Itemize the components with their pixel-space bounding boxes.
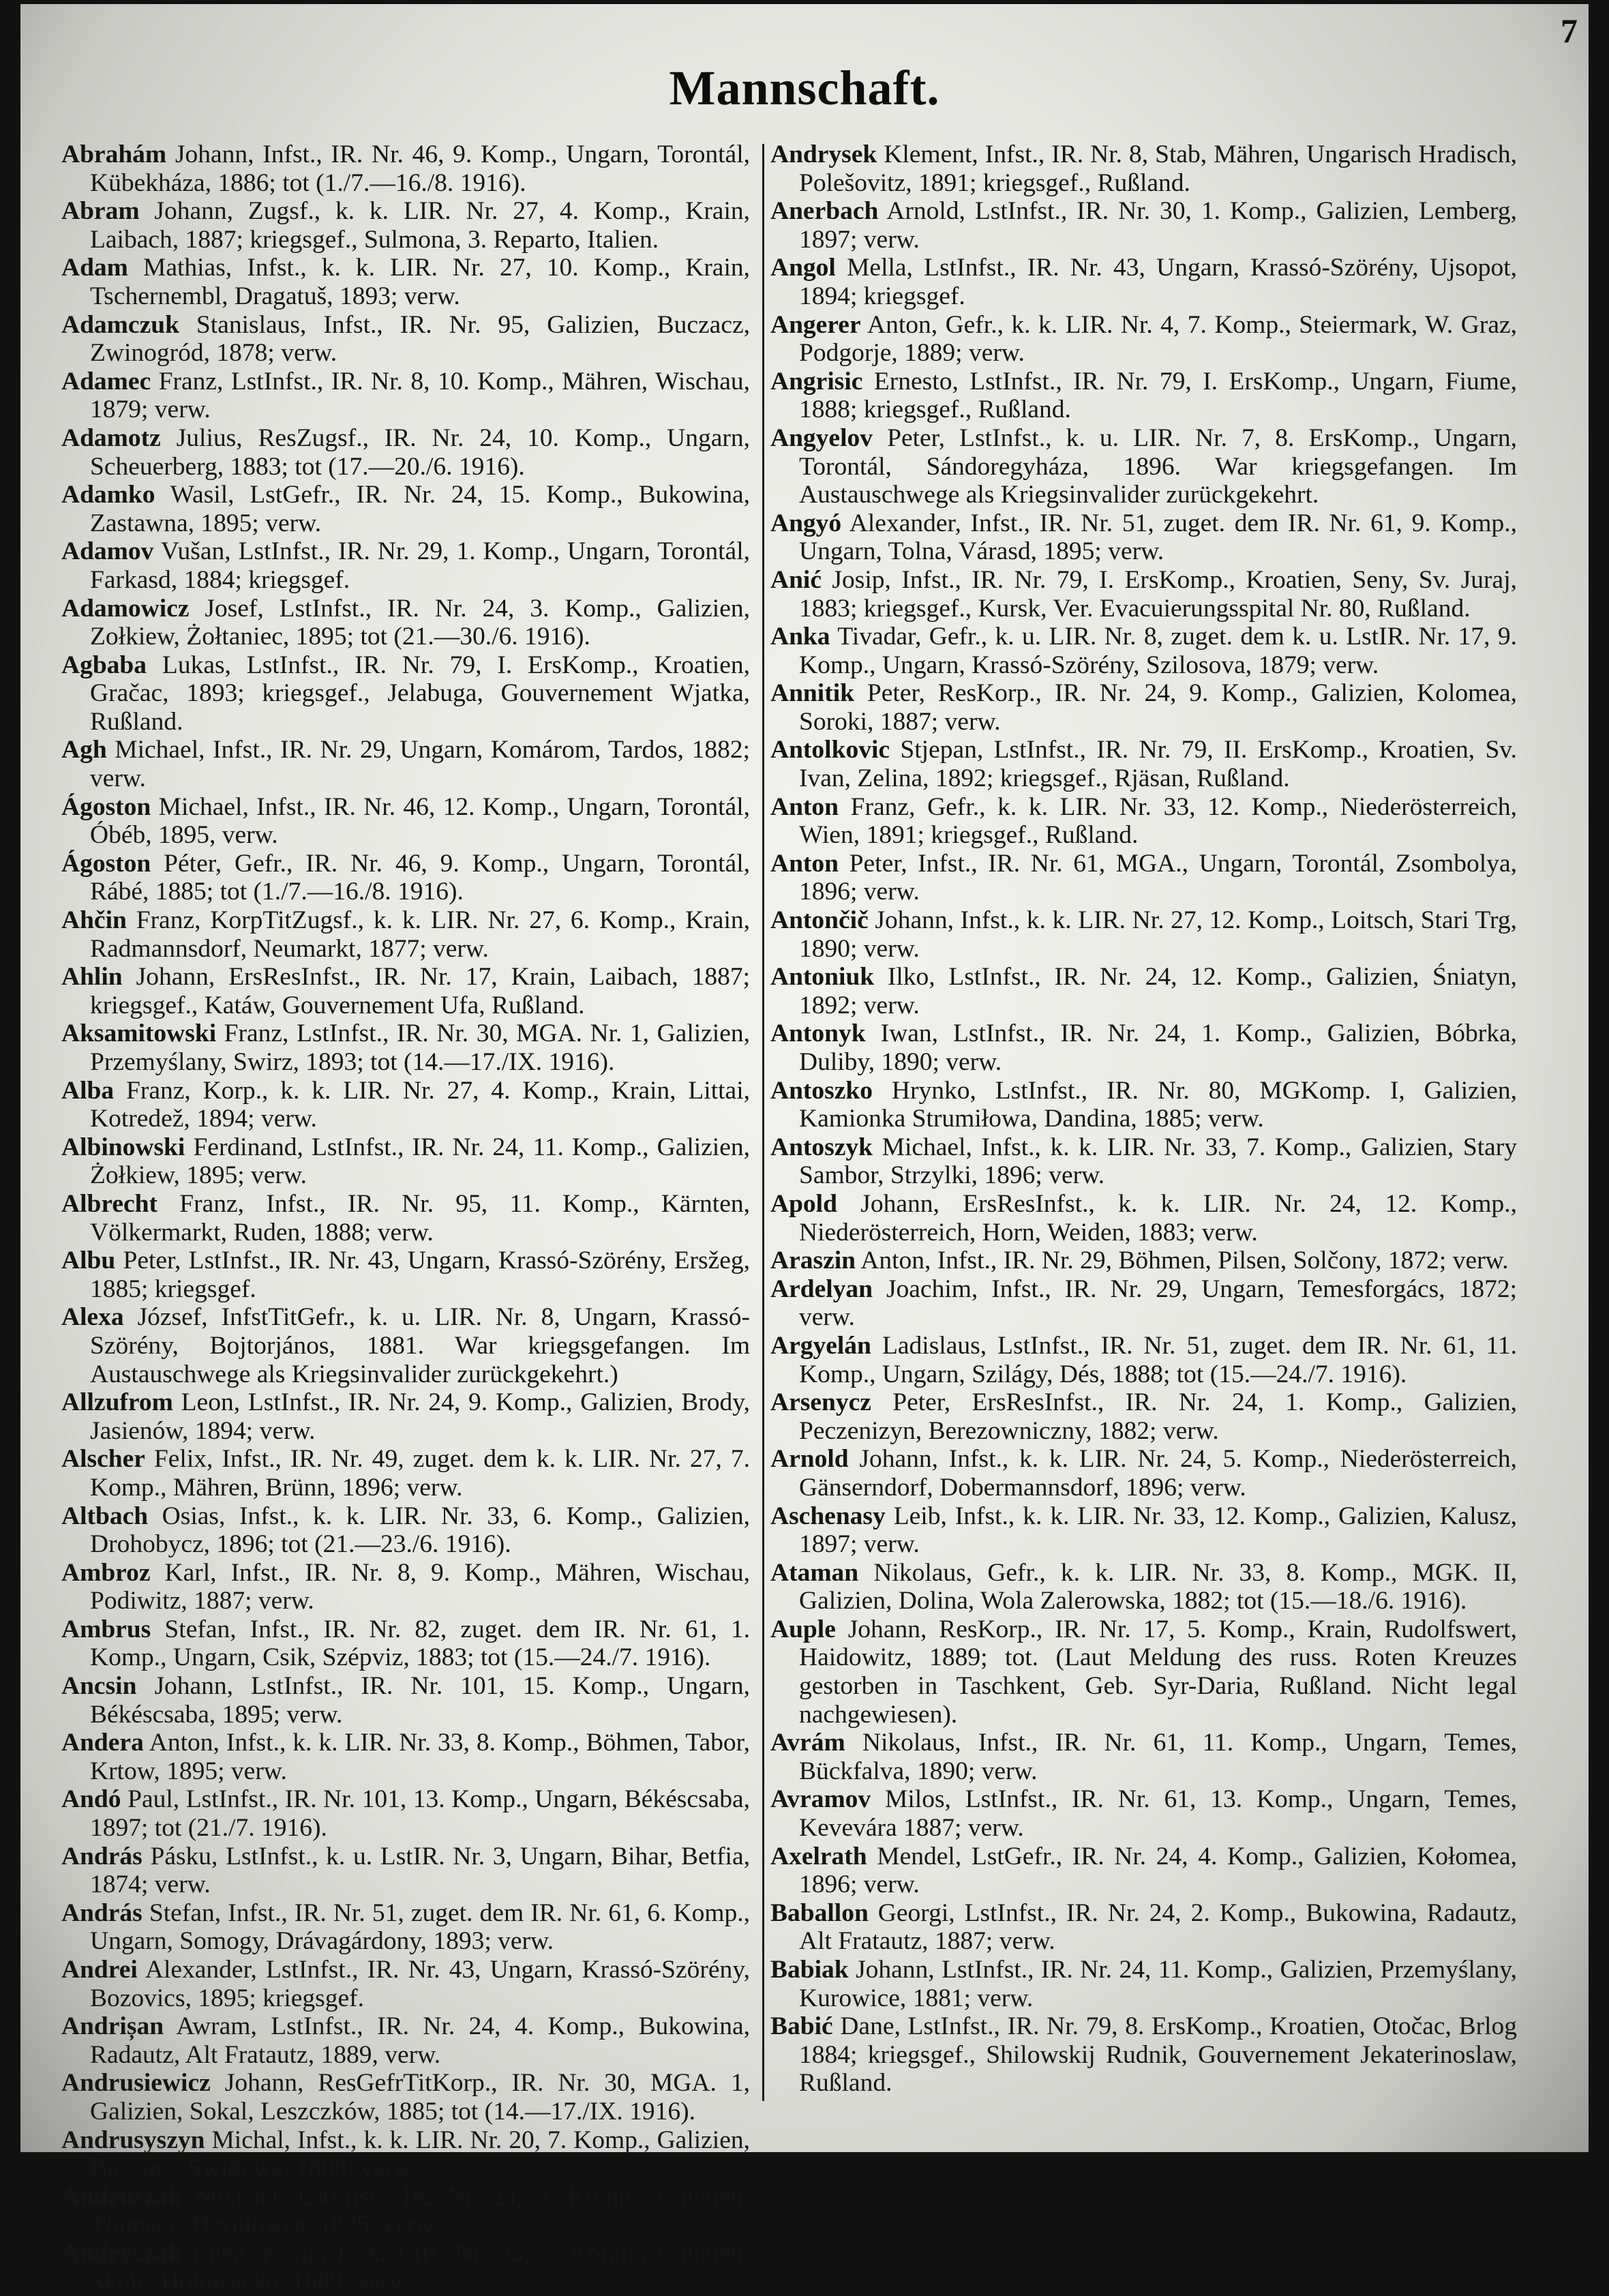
register-entry: [770, 1729, 1517, 1785]
register-entry: [61, 1615, 750, 1672]
entry-details: Michal, Infst., k. k. LIR. Nr. 20, 7. Komp., Galizien, Buczurz, Świdowa, 1888; verw.: [90, 2126, 750, 2183]
register-entry: [61, 368, 750, 424]
register-entry: [770, 850, 1517, 906]
entry-details: Anton, Infst., k. k. LIR. Nr. 33, 8. Komp., Böhmen, Tabor, Krtow, 1895; verw.: [90, 1729, 750, 1785]
register-entry: [770, 140, 1517, 197]
register-entry: [61, 1190, 750, 1247]
entry-surname: Arsenycz: [770, 1388, 871, 1417]
entry-details: Alexander, LstInfst., IR. Nr. 43, Ungarn, Krassó-Szörény, Bozovics, 1895; kriegsgef.: [90, 1956, 750, 2012]
entry-surname: Andruszak: [61, 2182, 183, 2211]
register-entry: [61, 254, 750, 310]
entry-details: Klement, Infst., IR. Nr. 8, Stab, Mähren, Ungarisch Hradisch, Polešovitz, 1891; kriegsgef., Rußland.: [799, 140, 1517, 197]
document-page: [20, 4, 1589, 2296]
entry-surname: Avrám: [770, 1729, 845, 1757]
register-entry: [61, 140, 750, 197]
register-entry: [770, 679, 1517, 736]
entry-surname: Andera: [61, 1729, 144, 1757]
register-entry: [770, 1956, 1517, 2012]
entry-details: Arnold, LstInfst., IR. Nr. 30, 1. Komp., Galizien, Lemberg, 1897; verw.: [799, 197, 1517, 254]
entry-surname: Adamov: [61, 537, 154, 566]
left-column: [61, 140, 750, 2296]
register-entry: [61, 963, 750, 1019]
entry-surname: Adamko: [61, 481, 155, 509]
entry-surname: Aschenasy: [770, 1502, 886, 1530]
entry-details: Michael, Infst., IR. Nr. 29, Ungarn, Komárom, Tardos, 1882; verw.: [90, 736, 750, 793]
entry-surname: Adam: [61, 254, 128, 282]
entry-details: Georgi, LstInfst., IR. Nr. 24, 2. Komp., Bukowina, Radautz, Alt Fratautz, 1887; verw.: [799, 1898, 1517, 1956]
entry-details: Milos, LstInfst., IR. Nr. 61, 13. Komp., Ungarn, Temes, Kevevára 1887; verw.: [799, 1785, 1517, 1843]
entry-surname: Andrei: [61, 1956, 138, 1984]
entry-surname: Arnold: [770, 1445, 849, 1474]
entry-surname: Ahčin: [61, 906, 127, 935]
entry-details: Karl, Infst., IR. Nr. 8, 9. Komp., Mähren, Wischau, Podiwitz, 1887; verw.: [90, 1558, 750, 1615]
entry-details: Nikolaus, Infst., IR. Nr. 61, 11. Komp., Ungarn, Temes, Bückfalva, 1890; verw.: [799, 1729, 1517, 1785]
register-entry: [770, 736, 1517, 792]
entry-surname: Ancsin: [61, 1672, 137, 1701]
entry-surname: Antoszyk: [770, 1133, 873, 1161]
entry-surname: Angrisic: [770, 367, 863, 396]
entry-details: Wasil, LstGefr., IR. Nr. 24, 15. Komp., Bukowina, Zastawna, 1895; verw.: [90, 481, 750, 537]
entry-surname: Ambrus: [61, 1615, 151, 1643]
entry-details: József, InfstTitGefr., k. u. LIR. Nr. 8, Ungarn, Krassó-Szörény, Bojtorjános, 1881. War kriegsgefangen. Im Austauschwege als Kriegsinvalider zurückgekehrt.): [90, 1303, 750, 1388]
entry-surname: Antončič: [770, 906, 869, 935]
entry-surname: Baballon: [770, 1898, 869, 1927]
register-entry: [61, 1843, 750, 1899]
register-entry: [61, 595, 750, 651]
register-entry: [770, 1843, 1517, 1899]
register-entry: [770, 1133, 1517, 1190]
register-entry: [770, 1899, 1517, 1956]
register-entry: [61, 1729, 750, 1785]
register-entry: [61, 1956, 750, 2012]
register-entry: [61, 1133, 750, 1190]
register-entry: [770, 1445, 1517, 1502]
register-entry: [770, 1275, 1517, 1332]
register-entry: [770, 509, 1517, 566]
entry-details: Hrynko, LstInfst., IR. Nr. 80, MGKomp. I, Galizien, Kamionka Strumiłowa, Dandina, 1885; verw.: [799, 1076, 1517, 1133]
register-entry: [61, 481, 750, 537]
register-entry: [61, 2069, 750, 2126]
entry-details: Peter, ErsResInfst., IR. Nr. 24, 1. Komp., Galizien, Peczenizyn, Berezowniczny, 1882; verw.: [799, 1388, 1517, 1445]
entry-surname: Alba: [61, 1076, 115, 1105]
entry-surname: Adamowicz: [61, 594, 190, 623]
entry-details: Awram, LstInfst., IR. Nr. 24, 4. Komp., Bukowina, Radautz, Alt Fratautz, 1889, verw.: [90, 2012, 750, 2069]
entry-surname: Ataman: [770, 1558, 859, 1587]
entry-details: Peter, LstInfst., IR. Nr. 43, Ungarn, Krassó-Szörény, Ersžeg, 1885; kriegsgef.: [90, 1247, 750, 1303]
entry-details: Anton, Gefr., k. k. LIR. Nr. 4, 7. Komp., Steiermark, W. Graz, Podgorje, 1889; verw.: [799, 310, 1517, 368]
entry-surname: Angol: [770, 254, 836, 282]
register-entry: [61, 424, 750, 481]
register-entry: [770, 1615, 1517, 1729]
entry-details: Iwan, LstInfst., IR. Nr. 24, 1. Komp., Galizien, Bóbrka, Duliby, 1890; verw.: [799, 1019, 1517, 1076]
register-entry: [770, 424, 1517, 509]
entry-surname: Anton: [770, 849, 839, 878]
entry-surname: Andrysek: [770, 140, 877, 168]
entry-details: Lukas, LstInfst., IR. Nr. 79, I. ErsKomp., Kroatien, Gračac, 1893; kriegsgef., Jelabuga, Gouvernement Wjatka, Rußland.: [90, 651, 750, 736]
register-entry: [61, 311, 750, 368]
entry-surname: Andó: [61, 1785, 121, 1814]
entry-surname: Auple: [770, 1615, 836, 1643]
entry-details: Anton, Infst., IR. Nr. 29, Böhmen, Pilsen, Solčony, 1872; verw.: [856, 1247, 1509, 1275]
entry-details: Peter, Infst., IR. Nr. 61, MGA., Ungarn, Torontál, Zsombolya, 1896; verw.: [799, 849, 1517, 906]
register-entry: [770, 1077, 1517, 1133]
entry-surname: Albu: [61, 1247, 116, 1275]
register-entry: [770, 197, 1517, 254]
entry-surname: Antonyk: [770, 1019, 866, 1048]
entry-surname: Agh: [61, 736, 107, 764]
register-entry: [61, 906, 750, 963]
entry-details: Osias, Infst., k. k. LIR. Nr. 33, 6. Komp., Galizien, Drohobycz, 1896; tot (21.—23./6. 1916).: [90, 1502, 750, 1559]
register-entry: [61, 1899, 750, 1956]
register-entry: [770, 566, 1517, 623]
entry-surname: Angyelov: [770, 423, 873, 452]
entry-surname: Antoszko: [770, 1076, 873, 1105]
entry-surname: Argyelán: [770, 1331, 871, 1360]
entry-surname: Anton: [770, 792, 839, 821]
register-entry: [61, 1019, 750, 1076]
page-title: Mannschaft.: [669, 61, 940, 115]
entry-details: Alexander, Infst., IR. Nr. 51, zuget. dem IR. Nr. 61, 9. Komp., Ungarn, Tolna, Várasd, 1895; verw.: [799, 509, 1517, 566]
entry-surname: Antolkovic: [770, 736, 890, 764]
register-entry: [770, 1332, 1517, 1388]
register-entry: [770, 368, 1517, 424]
register-entry: [61, 1445, 750, 1502]
register-entry: [770, 963, 1517, 1019]
register-entry: [770, 1247, 1517, 1275]
entry-details: Johann, Infst., IR. Nr. 46, 9. Komp., Ungarn, Torontál, Kübekháza, 1886; tot (1./7.—16./8. 1916).: [90, 140, 750, 197]
entry-details: Vušan, LstInfst., IR. Nr. 29, 1. Komp., Ungarn, Torontál, Farkasd, 1884; kriegsgef.: [90, 537, 750, 594]
register-entry: [770, 1785, 1517, 1842]
register-entry: [770, 1502, 1517, 1559]
entry-details: Ferdinand, LstInfst., IR. Nr. 24, 11. Komp., Galizien, Żołkiew, 1895; verw.: [90, 1133, 750, 1190]
register-entry: [770, 311, 1517, 368]
register-entry: [61, 1672, 750, 1729]
register-entry: [61, 537, 750, 594]
entry-details: Stefan, Infst., IR. Nr. 51, zuget. dem IR. Nr. 61, 6. Komp., Ungarn, Somogy, Drávagárdony, 1893; verw.: [90, 1898, 750, 1956]
entry-surname: Angyó: [770, 509, 842, 537]
entry-details: Franz, Infst., IR. Nr. 95, 11. Komp., Kärnten, Völkermarkt, Ruden, 1888; verw.: [90, 1189, 750, 1247]
entry-details: Ilko, LstInfst., IR. Nr. 24, 12. Komp., Galizien, Śniatyn, 1892; verw.: [799, 963, 1517, 1019]
column-divider: [762, 144, 764, 2101]
register-entry: [61, 651, 750, 736]
entry-surname: Adamczuk: [61, 310, 179, 339]
entry-details: Johann, ResKorp., IR. Nr. 17, 5. Komp., Krain, Rudolfswert, Haidowitz, 1889; tot. (Laut Meldung des russ. Roten Kreuzes gestorben in Taschkent, Geb. Syr-Daria, Rußland. Nicht legal nachgewiesen).: [799, 1615, 1517, 1729]
entry-details: Pásku, LstInfst., k. u. LstIR. Nr. 3, Ungarn, Bihar, Betfia, 1874; verw.: [90, 1842, 750, 1899]
register-entry: [61, 2012, 750, 2069]
entry-details: Julius, ResZugsf., IR. Nr. 24, 10. Komp., Ungarn, Scheuerberg, 1883; tot (17.—20./6. 1916).: [90, 423, 750, 481]
entry-details: Leib, Infst., k. k. LIR. Nr. 33, 12. Komp., Galizien, Kalusz, 1897; verw.: [799, 1502, 1517, 1559]
register-entry: [61, 1077, 750, 1133]
entry-details: Johann, LstInfst., IR. Nr. 24, 11. Komp., Galizien, Przemyślany, Kurowice, 1881; verw.: [799, 1956, 1517, 2012]
entry-details: Johann, Infst., k. k. LIR. Nr. 27, 12. Komp., Loitsch, Stari Trg, 1890; verw.: [799, 906, 1517, 963]
entry-details: Stjepan, LstInfst., IR. Nr. 79, II. ErsKomp., Kroatien, Sv. Ivan, Zelina, 1892; kriegsgef., Rjäsan, Rußland.: [799, 736, 1517, 793]
entry-surname: Alexa: [61, 1303, 124, 1332]
entry-surname: Agbaba: [61, 651, 147, 679]
entry-details: Tivadar, Gefr., k. u. LIR. Nr. 8, zuget. dem k. u. LstIR. Nr. 17, 9. Komp., Ungarn, Krassó-Szörény, Szilosova, 1879; verw.: [799, 623, 1517, 679]
entry-surname: Annitik: [770, 679, 854, 708]
entry-surname: Albrecht: [61, 1189, 157, 1218]
entry-details: Stefan, Infst., IR. Nr. 82, zuget. dem IR. Nr. 61, 1. Komp., Ungarn, Csik, Szépviz, 1883; tot (15.—24./7. 1916).: [90, 1615, 750, 1672]
register-entry: [61, 1388, 750, 1445]
entry-details: Péter, Gefr., IR. Nr. 46, 9. Komp., Ungarn, Torontál, Rábé, 1885; tot (1./7.—16./8. 1916).: [90, 849, 750, 906]
entry-surname: Alscher: [61, 1445, 145, 1474]
register-entry: [61, 1247, 750, 1303]
entry-surname: Abrahám: [61, 140, 167, 168]
entry-details: Josip, Infst., IR. Nr. 79, I. ErsKomp., Kroatien, Seny, Sv. Juraj, 1883; kriegsgef., Kursk, Ver. Evacuierungsspital Nr. 80, Rußland.: [799, 565, 1517, 623]
entry-surname: Antoniuk: [770, 963, 875, 992]
register-entry: [770, 2012, 1517, 2098]
entry-surname: Abram: [61, 197, 140, 226]
entry-surname: Ardelyan: [770, 1274, 873, 1303]
entry-details: Johann, ErsResInfst., IR. Nr. 17, Krain, Laibach, 1887; kriegsgef., Katáw, Gouvernement Ufa, Rußland.: [90, 963, 750, 1019]
register-entry: [770, 623, 1517, 679]
register-entry: [61, 793, 750, 850]
entry-surname: András: [61, 1842, 142, 1870]
register-entry: [61, 2126, 750, 2183]
entry-details: Nikolaus, Gefr., k. k. LIR. Nr. 33, 8. Komp., MGK. II, Galizien, Dolina, Wola Zalerowska, 1882; tot (15.—18./6. 1916).: [799, 1558, 1517, 1615]
entry-details: Johann, ResGefrTitKorp., IR. Nr. 30, MGA. 1, Galizien, Sokal, Leszczków, 1885; tot (14.—17./IX. 1916).: [90, 2069, 750, 2126]
register-entry: [61, 1502, 750, 1559]
register-entry: [61, 1559, 750, 1615]
entry-details: Peter, ResKorp., IR. Nr. 24, 9. Komp., Galizien, Kolomea, Soroki, 1887; verw.: [799, 679, 1517, 736]
entry-surname: Andrusyszyn: [61, 2126, 205, 2154]
entry-surname: Andrusiewicz: [61, 2069, 211, 2098]
register-entry: [61, 197, 750, 254]
register-entry: [770, 254, 1517, 310]
entry-surname: Aksamitowski: [61, 1019, 217, 1048]
register-entry: [61, 2239, 750, 2296]
entry-surname: Angerer: [770, 310, 861, 339]
register-entry: [61, 1785, 750, 1842]
entry-details: Michael, Infst., IR. Nr. 46, 12. Komp., Ungarn, Torontál, Óbéb, 1895, verw.: [90, 792, 750, 850]
entry-details: Johann, LstInfst., IR. Nr. 101, 15. Komp., Ungarn, Békéscsaba, 1895; verw.: [90, 1672, 750, 1729]
entry-details: Dane, LstInfst., IR. Nr. 79, 8. ErsKomp., Kroatien, Otočac, Brlog 1884; kriegsgef., Shilowskij Rudnik, Gouvernement Jekaterinoslaw, Rußland.: [799, 2012, 1517, 2098]
register-entry: [770, 1190, 1517, 1247]
entry-details: Michael, LstInfst., IR. Nr. 24, 3. Komp., Galizien, Tłumacz, Hryniowce, 1895; verw.: [90, 2182, 750, 2239]
register-entry: [61, 1303, 750, 1388]
entry-surname: Anić: [770, 565, 822, 594]
entry-surname: Ambroz: [61, 1558, 151, 1587]
register-entry: [61, 850, 750, 906]
entry-surname: Babiak: [770, 1956, 849, 1984]
register-entry: [61, 736, 750, 792]
entry-details: Ernesto, LstInfst., IR. Nr. 79, I. ErsKomp., Ungarn, Fiume, 1888; kriegsgef., Rußland.: [799, 367, 1517, 424]
entry-surname: Adamotz: [61, 423, 161, 452]
entry-surname: András: [61, 1898, 142, 1927]
entry-surname: Andryczak: [61, 2239, 183, 2267]
entry-details: Mella, LstInfst., IR. Nr. 43, Ungarn, Krassó-Szörény, Ujsopot, 1894; kriegsgef.: [799, 254, 1517, 310]
entry-details: Johann, Infst., k. k. LIR. Nr. 24, 5. Komp., Niederösterreich, Gänserndorf, Dobermannsdorf, 1896; verw.: [799, 1445, 1517, 1502]
entry-details: Leon, LstInfst., IR. Nr. 24, 9. Komp., Galizien, Brody, Jasienów, 1894; verw.: [90, 1388, 750, 1445]
entry-surname: Allzufrom: [61, 1388, 173, 1417]
entry-details: Mathias, Infst., k. k. LIR. Nr. 27, 10. Komp., Krain, Tschernembl, Dragatuš, 1893; verw.: [90, 254, 750, 310]
entry-surname: Babić: [770, 2012, 833, 2041]
entry-surname: Ágoston: [61, 849, 151, 878]
entry-details: Peter, LstInfst., k. u. LIR. Nr. 7, 8. ErsKomp., Ungarn, Torontál, Sándoregyháza, 1896. War kriegsgefangen. Im Austauschwege als Kriegsinvalider zurückgekehrt.: [799, 423, 1517, 509]
entry-details: Stanislaus, Infst., IR. Nr. 95, Galizien, Buczacz, Zwinogród, 1878; verw.: [90, 310, 750, 368]
register-entry: [770, 1559, 1517, 1615]
entry-details: Joachim, Infst., IR. Nr. 29, Ungarn, Temesforgács, 1872; verw.: [799, 1274, 1517, 1332]
register-entry: [770, 1019, 1517, 1076]
entry-surname: Ágoston: [61, 792, 151, 821]
entry-surname: Araszin: [770, 1247, 856, 1275]
entry-details: Johann, ErsResInfst., k. k. LIR. Nr. 24, 12. Komp., Niederösterreich, Horn, Weiden, 1883; verw.: [799, 1189, 1517, 1247]
entry-surname: Anerbach: [770, 197, 879, 226]
entry-details: Paul, LstInfst., IR. Nr. 101, 13. Komp., Ungarn, Békéscsaba, 1897; tot (21./7. 1916).: [90, 1785, 750, 1843]
entry-surname: Ahlin: [61, 963, 123, 992]
right-column: [770, 140, 1517, 2098]
register-entry: [770, 1388, 1517, 1445]
register-entry: [61, 2183, 750, 2239]
register-entry: [770, 793, 1517, 850]
entry-details: Franz, LstInfst., IR. Nr. 30, MGA. Nr. 1, Galizien, Przemyślany, Swirz, 1893; tot (14.—17./IX. 1916).: [90, 1019, 750, 1076]
entry-details: Michael, Infst., k. k. LIR. Nr. 33, 7. Komp., Galizien, Stary Sambor, Strzylki, 1896; verw.: [799, 1133, 1517, 1190]
entry-surname: Anka: [770, 623, 830, 651]
entry-surname: Andrișan: [61, 2012, 164, 2041]
entry-surname: Apold: [770, 1189, 837, 1218]
page-number: 7: [1561, 12, 1578, 50]
entry-surname: Altbach: [61, 1502, 149, 1530]
entry-details: Franz, Gefr., k. k. LIR. Nr. 33, 12. Komp., Niederösterreich, Wien, 1891; kriegsgef., Rußland.: [799, 792, 1517, 850]
entry-details: Luka, Korp., k. k. LIR. Nr. 33, 3. Komp., Galizien, Skole, Holowecko, 1889; verw.: [90, 2239, 750, 2296]
entry-surname: Adamec: [61, 367, 151, 396]
entry-details: Johann, Zugsf., k. k. LIR. Nr. 27, 4. Komp., Krain, Laibach, 1887; kriegsgef., Sulmona, 3. Reparto, Italien.: [90, 197, 750, 254]
entry-surname: Avramov: [770, 1785, 871, 1814]
entry-details: Josef, LstInfst., IR. Nr. 24, 3. Komp., Galizien, Zołkiew, Żołtaniec, 1895; tot (21.—30./6. 1916).: [90, 594, 750, 651]
register-entry: [770, 906, 1517, 963]
entry-details: Franz, Korp., k. k. LIR. Nr. 27, 4. Komp., Krain, Littai, Kotredež, 1894; verw.: [90, 1076, 750, 1133]
entry-surname: Axelrath: [770, 1842, 867, 1870]
entry-details: Mendel, LstGefr., IR. Nr. 24, 4. Komp., Galizien, Kołomea, 1896; verw.: [799, 1842, 1517, 1899]
entry-surname: Albinowski: [61, 1133, 185, 1161]
entry-details: Franz, LstInfst., IR. Nr. 8, 10. Komp., Mähren, Wischau, 1879; verw.: [90, 367, 750, 424]
entry-details: Felix, Infst., IR. Nr. 49, zuget. dem k. k. LIR. Nr. 27, 7. Komp., Mähren, Brünn, 1896; verw.: [90, 1445, 750, 1502]
entry-details: Ladislaus, LstInfst., IR. Nr. 51, zuget. dem IR. Nr. 61, 11. Komp., Ungarn, Szilágy, Dés, 1888; tot (15.—24./7. 1916).: [799, 1331, 1517, 1388]
entry-details: Franz, KorpTitZugsf., k. k. LIR. Nr. 27, 6. Komp., Krain, Radmannsdorf, Neumarkt, 1877; verw.: [90, 906, 750, 963]
